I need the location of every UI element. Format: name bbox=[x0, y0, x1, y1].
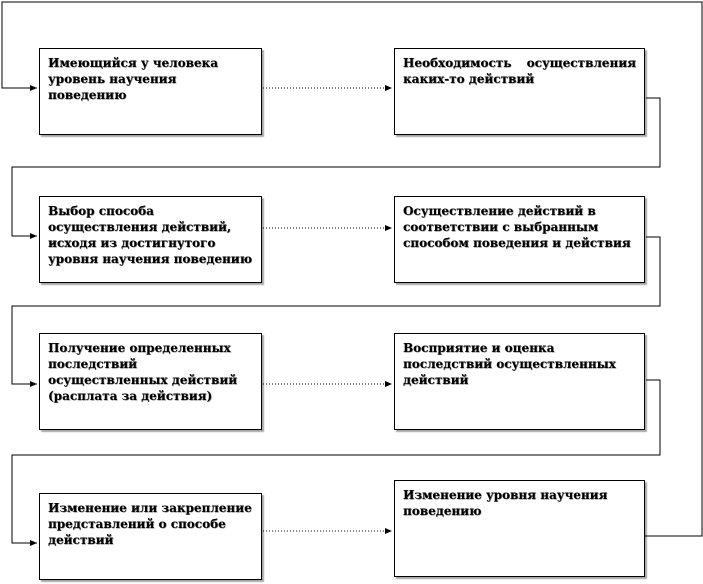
box-change-of-learning-level: Изменение уровня научения поведению bbox=[394, 480, 645, 577]
box-performing-actions: Осуществление действий в соответствии с выбранным способом поведения и действия bbox=[394, 196, 645, 283]
box-consequences: Получение определенных последствий осуществленных действий (расплата за действия) bbox=[39, 333, 262, 430]
box-choice-of-method: Выбор способа осуществления действий, исходя из достигнутого уровня научения поведению bbox=[39, 196, 262, 283]
box-perception-evaluation: Восприятие и оценка последствий осуществленных действий bbox=[394, 333, 645, 430]
box-need-for-action: Необходимость осуществления каких-то действий bbox=[394, 48, 645, 135]
box-initial-learning-level: Имеющийся у человека уровень научения поведению bbox=[39, 48, 262, 135]
box-change-of-representations: Изменение или закрепление представлений о способе действий bbox=[39, 493, 262, 580]
